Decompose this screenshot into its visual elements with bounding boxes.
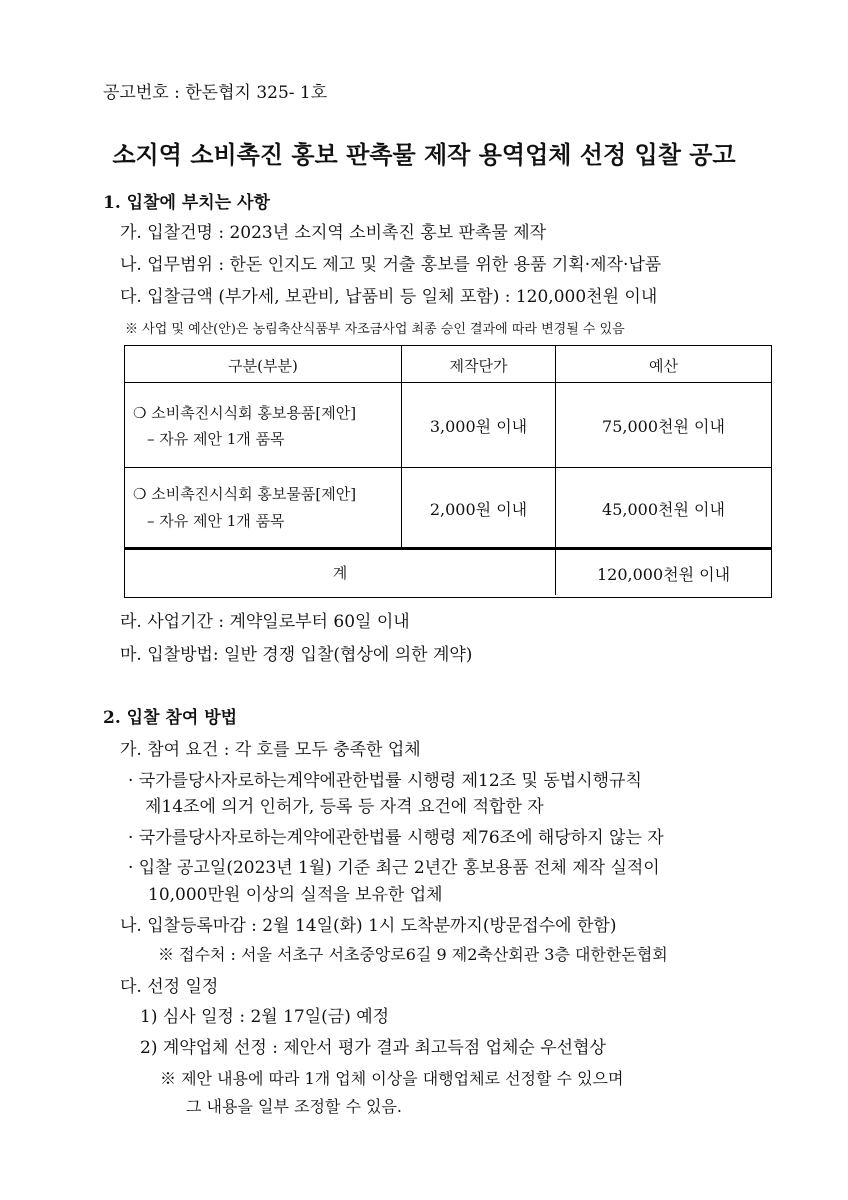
section1-heading: 1. 입찰에 부치는 사항 — [103, 193, 270, 213]
reception-address: ※ 접수처 : 서울 서초구 서초중앙로6길 9 제2축산회관 3층 대한한돈협회 — [158, 945, 668, 964]
requirement-line: · 국가를당사자로하는계약에관한법률 시행령 제12조 및 동법시행규칙 — [128, 771, 642, 791]
schedule-selection: 2) 계약업체 선정 : 제안서 평가 결과 최고득점 업체순 우선협상 — [140, 1038, 606, 1058]
item-period: 라. 사업기간 : 계약일로부터 60일 이내 — [120, 612, 410, 632]
table-header: 구분(부분) — [228, 357, 298, 375]
item-scope: 나. 업무범위 : 한돈 인지도 제고 및 거출 홍보를 위한 용품 기획·제작·납품 — [120, 255, 662, 275]
final-note: ※ 제안 내용에 따라 1개 업체 이상을 대행업체로 선정할 수 있으며 — [160, 1069, 624, 1088]
item-bid-name: 가. 입찰건명 : 2023년 소지역 소비촉진 홍보 판촉물 제작 — [120, 223, 547, 243]
requirement-line: · 국가를당사자로하는계약에관한법률 시행령 제76조에 해당하지 않는 자 — [128, 828, 664, 848]
table-cell: – 자유 제안 1개 품목 — [147, 430, 285, 448]
table-cell: ❍ 소비촉진시식회 홍보용품[제안] — [133, 404, 357, 422]
table-total-label: 계 — [332, 564, 348, 582]
budget-note: ※ 사업 및 예산(안)은 농림축산식품부 자조금사업 최종 승인 결과에 따라 변경될 수 있음 — [125, 322, 625, 337]
item-requirements: 가. 참여 요건 : 각 호를 모두 충족한 업체 — [120, 740, 421, 760]
item-deadline: 나. 입찰등록마감 : 2월 14일(화) 1시 도착분까지(방문접수에 한함) — [120, 916, 617, 936]
notice-number: 공고번호 : 한돈협지 325- 1호 — [103, 83, 328, 103]
requirement-line: 10,000만원 이상의 실적을 보유한 업체 — [148, 885, 443, 905]
table-cell: 2,000원 이내 — [429, 500, 528, 519]
item-amount: 다. 입찰금액 (부가세, 보관비, 납품비 등 일체 포함) : 120,000천원 이내 — [120, 287, 658, 307]
budget-table — [124, 345, 772, 598]
table-cell: ❍ 소비촉진시식회 홍보물품[제안] — [133, 485, 357, 503]
section2-heading: 2. 입찰 참여 방법 — [103, 708, 238, 728]
table-header: 제작단가 — [449, 357, 508, 375]
item-method: 마. 입찰방법: 일반 경쟁 입찰(협상에 의한 계약) — [120, 645, 473, 665]
final-note: 그 내용을 일부 조정할 수 있음. — [186, 1097, 402, 1116]
page-title: 소지역 소비촉진 홍보 판촉물 제작 용역업체 선정 입찰 공고 — [112, 140, 736, 169]
table-header: 예산 — [649, 357, 678, 375]
table-total-value: 120,000천원 이내 — [596, 565, 731, 584]
table-cell: 3,000원 이내 — [429, 417, 528, 436]
table-cell: – 자유 제안 1개 품목 — [147, 512, 285, 530]
requirement-line: 제14조에 의거 인허가, 등록 등 자격 요건에 적합한 자 — [145, 797, 544, 817]
schedule-review: 1) 심사 일정 : 2월 17일(금) 예정 — [140, 1007, 390, 1027]
table-cell: 75,000천원 이내 — [602, 417, 725, 436]
item-schedule: 다. 선정 일정 — [120, 977, 219, 997]
table-cell: 45,000천원 이내 — [602, 500, 725, 519]
requirement-line: · 입찰 공고일(2023년 1월) 기준 최근 2년간 홍보용품 전체 제작 실적이 — [128, 858, 660, 878]
